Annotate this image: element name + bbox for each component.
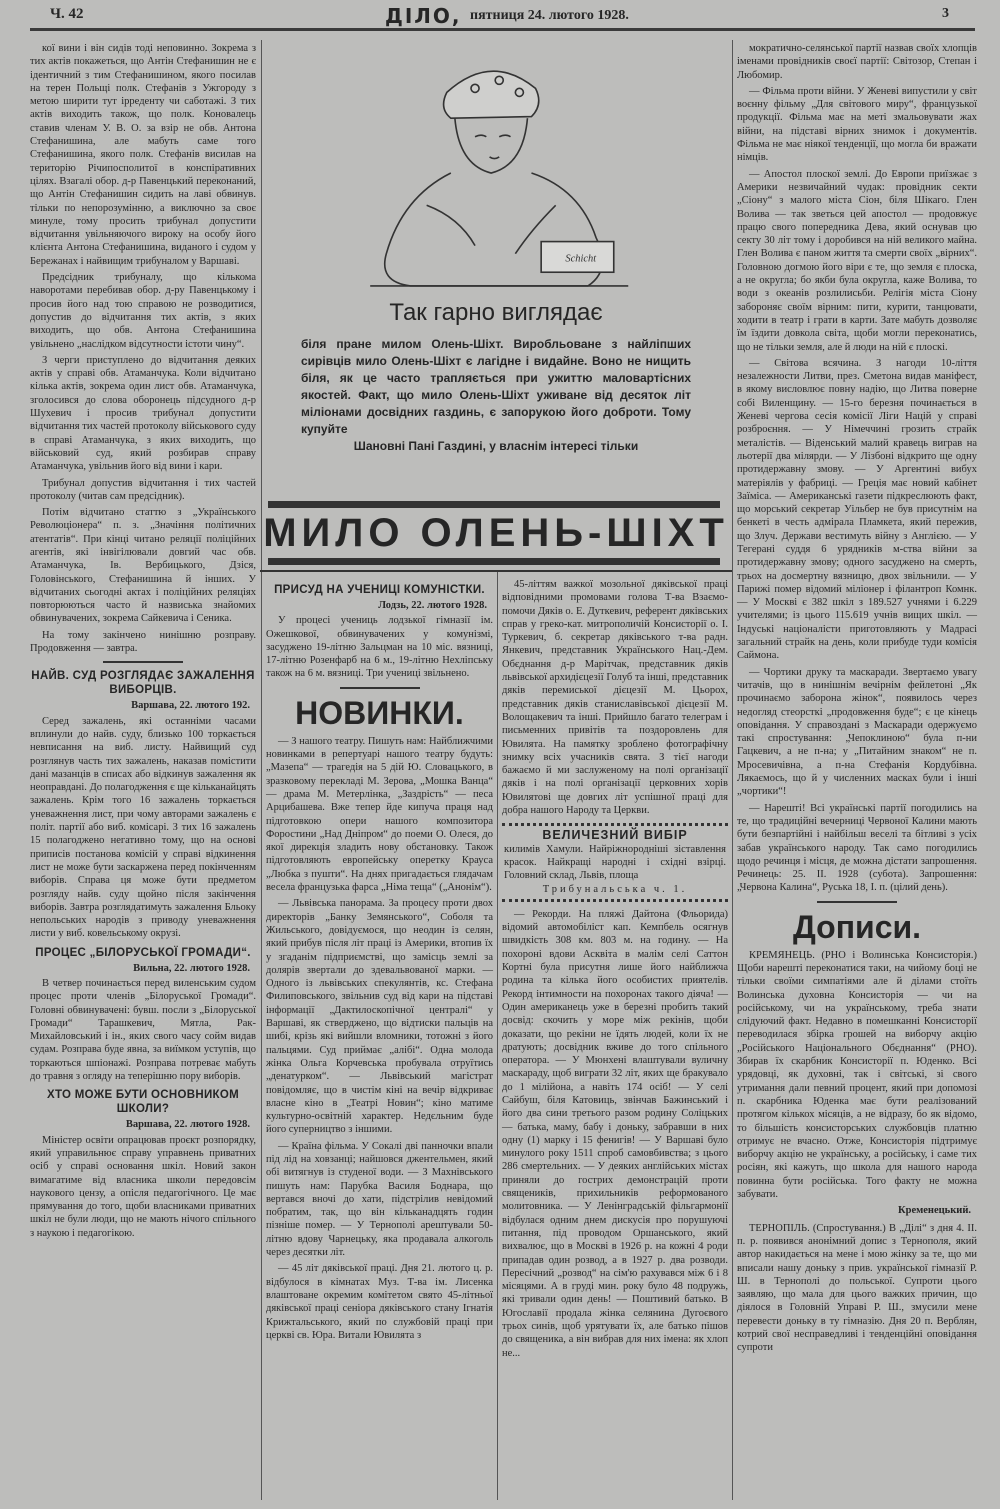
header-rule — [30, 28, 975, 31]
paragraph: Предсідник трибуналу, що кількома наворотами перебивав обор. д-ру Павенцькому і просив його над тою справою не розводитися, допустив до відчитання тих актів, з яких виходить, що обв. Антона Стефанишина увільнено „наслідком відсутности істоти чину“. — [30, 272, 256, 350]
banner-bar — [268, 501, 720, 508]
paragraph: — З нашого театру. Пишуть нам: Найближчими новинками в репертуарі нашого театру будуть: „Мазепа“ — трагедія на 5 дій Ю. Словацького, в зразковому перекладі М. Зерова, „Мошка Ванца“ — драма М. Метерлінка, „Заздрість“ — песа Арцибашева. Вже тепер йде кипуча праця над підготовкою опери нашого композитора Форостини „Над Дніпром“ до поеми О. Олеся, до якої дирекція зладить нову обстановку. Також підготовляють европейську оперетку Крауса „Любка з пушти“. На днях пригадається глядачам весела французька фарса „Німа теща“ („Анонім“). — [266, 735, 493, 894]
section-heading: Дописи. — [792, 908, 922, 945]
paragraph: В четвер починається перед виленським судом процес проти членів „Білоруської Громади“. Головні обвинувачені: бувш. посли з „Білоруської Громади“ Тарашкевич, Мятла, Рак-Михайловський і ін., яких свого часу сойм видав судам. Розправа буде явна, за виїмком уступів, що торкаються шпіонажі. Розправа потреває мабуть до травня з огляду на теперішню пору виборів. — [30, 978, 256, 1083]
ad-tagline: Так гарно виглядає — [389, 299, 603, 326]
paragraph: ТЕРНОПІЛЬ. (Спростування.) В „Ділі“ з дня 4. II. п. р. появився анонімний допис з Тернополя, який автор накидається на мене і мою жінку за те, що ми вписали нашу доньку з прив. української гімназії Р. Ш. в Тернополі до польської. Супроти цього заявляю, що мала для цього важких причин, що діялося в Головній Управі Р. Ш., змусили мене перевести доньку в ту гімназію. Дня 20 п. Верблян, котрий свої несправедливі і тенденційні оповідання супроти — [737, 1222, 977, 1354]
issue-date: пятниця 24. лютого 1928. — [470, 8, 629, 23]
paragraph: Серед зажалень, які останніми часами вплинули до найв. суду, близько 100 торкається невписання на виб. листу. Найвищий суд розглянув часть тих зажалень, наказав помістити дані мазанців в списах або відкинув зажалення як неоправдані. До полагодження є ще кільканайцять зажалень. Крім того 16 зажалень торкається уневажнення лист, при чому авторами зажалень є політ. партії або виб. комісарі. З тих 16 зажалень 15 полагоджено негативно тому, що на основі приписів постанова комісій у справі відкинення лист не може бути заскаржена перед покінченням виборів. Справа ця може бути предметом розгляду найв. суду щойно після закінчення виборів. Завтра розглядатимуть зажалення Бльоку непольських народів з приводу уневажнення листи у виб. ковельському окрузі. — [30, 715, 256, 940]
issue-number: Ч. 42 — [50, 6, 84, 22]
dateline: Варшава, 22. лютого 1928. — [125, 1119, 250, 1131]
ad-brand: МИЛО ОЛЕНЬ-ШІХТ — [263, 511, 729, 555]
paragraph: — Країна фільма. У Сокалі дві панночки впали під лід на ховзанці; найшовся джентельмен, який обі витягнув із студеної води. — З Махнівського пишуть нам: Парубка Василя Боднара, що вертався вночі до хати, підстрілив невідомий побратим, так, що він кільканадцять годин пізніше помер. — У Тернополі арештували 50-літню вдову Чарнецьку, яка продавала алкоголь через десятки літ. — [266, 1140, 493, 1259]
column-rule — [732, 40, 733, 1500]
paragraph: — Рекорди. На пляжі Дайтона (Фльорида) відомий автомобіліст кап. Кемпбель осягнув швидкість 308 км. 803 м. на годину. — На похороні вдови Асквіта в малім селі Саттон Кортні була присутня лише його найближча родина та кілька його особистих приятелів. Рекорд інтимности на похоронах такого діяча! — Один американець уже в березні пробить такий досвід: скочить у море між рекінів, щоби доказати, що рекіни не їдять людей, коли їх не дратують; досвідник вживе до того спільного оператора. — У Мюнхені влаштували вуличну маскараду, щоб виграти 32 літ, яких ще бракувало до 1 мілійона, а навіть 174 осіб! — У селі Сайбуш, біля Катовиць, звінчав Бажинський і його два сини третього разом родину Соліцьких — батька, маму, бабу і доньку, забравши в них одну (1) марку і 15 фенигів! — У Варшаві було минулого року 1511 спроб самовбивства; з цього 286 смертельних. — У деяких англійських містах приняли до гострих демонстрацій проти священиків, прихильників реформованого молитовника. — У Ленінградській фільгармонії відбулася одним днем дискусія про порушуючі питання, під проводом Оршанського, який вихвалює, що в Москві в 1926 р. на кожні 4 роди припадав один розвод, а в 1927 р. два розводи. Пересічний „розвод“ на сім'ю рахувався між 6 і 8 місяцями. А в груді мин. року було 48 подружь, які тривали один день! — Поштивий батько. В Югославії продала жінка селянина Дугоєвого трьох синів, щоб урятувати їх, але батько пішов до священика, а він вибрав для них імена: як хлоп не... — [502, 908, 728, 1359]
column-2 — [266, 578, 493, 1345]
paragraph: З черги приступлено до відчитання деяких актів у справі обв. Атаманчука. Коли відчитано кілька актів, зокрема один лист обв. Атаманчука, зголосився до слова оборонець підсудного д-р Шухевич і просив трибунал допустити відчитання тих частей протоколу військового суду в справі Атаманчука, з яких виходить, що військовий суд, який розбирав справу Атаманчука, увільнив його від вини і кари. — [30, 354, 256, 473]
page-header — [0, 4, 1000, 38]
divider — [103, 661, 183, 663]
paragraph: — Фільма проти війни. У Женеві випустили у світ воєнну фільму „Для світового миру“, французької продукції. Фільма має на меті змальовувати жах війни, на підставі вірних знимок і документів. Фільма не має ніякої тенденції, що могла би вражати німців. — [737, 85, 977, 164]
banner-bar — [268, 558, 720, 565]
paragraph: — Апостол плоскої землі. До Европи приїзжає з Америки незвичайний чудак: провідник секти „Сіону“ з малого міста Сіон, біля Шікаго. Глен Волива — так зветься цей апостол — продовжує працю свого попередника Дева, який оснував цю секту 30 літ тому і доробився на ній великого майна. Глен Волива є паном життя та смерти своїх „вірних“. Головною догмою його віри є те, що земля є плоска, а не округла; бо якби була округла, каже Волива, то води з океанів розлилисьби. Релігія міста Сіону забороняє своїм вірним: пити, курити, танцювати, ходити в театр і грати в карти. Зате мабуть дозволяє їм їздити довкола світа, щоби могли переконатись, що не тільки земля, але й люди на ній є плоскі. — [737, 168, 977, 353]
paragraph: На тому закінчено нинішню розправу. Продовження — завтра. — [30, 629, 256, 655]
column-rule — [497, 572, 498, 1500]
ad-title: ВЕЛИЧЕЗНИЙ ВИБІР — [542, 828, 688, 843]
page-number: 3 — [942, 6, 949, 21]
paragraph: Міністер освіти опрацював проєкт розпорядку, який управильнює справу управнень приватних осіб у справі основання шкіл. Новий закон вимагатиме від власника школи передовсім наукового цензу, а опісля педагогічного. Це має прямування до того, щоби власниками приватних шкіл не були люди, що не мають нічого спільного з наукою і педагогікою. — [30, 1134, 256, 1239]
headline: ХТО МОЖЕ БУТИ ОСНОВНИКОМ ШКОЛИ? — [47, 1089, 239, 1116]
paragraph: мократично-селянської партії назвав своїх хлопців іменами провідників своєї партії: Світозор, Степан і Любомир. — [737, 43, 977, 81]
column-4 — [737, 42, 977, 1358]
paragraph: 45-літтям важкої мозольної дяківської праці відповідними промовами голова Т-ва Взаємо-помочи Дяків о. Е. Дуткевич, референт дяківських справ у греко-кат. митрополичій Консисторії о. І. Туркевич, б. секретар дяківського т-ва радн. Янкевич, представник Українського Нац.-Дем. Обєднання д-р Марітчак, представник дяків львівської архидієцезії Голуб та інші, представник дяків перемиської дієцезії М. Цьорох, представник дяків станиславівської дієцезії М. Волощакевич та інші. Прийшло багато телеграм і письменних привітів та поздоровлень для Ювилята. На памятку зроблено фотографічну знимку всіх учасників свята. З тієї нагоди бажаємо й ми заслуженому на полі організації дяків і на полі організації церковних хорів Ювилятові ще довгих літ успішної праці для добра нашого Народу та Церкви. — [502, 579, 728, 817]
paragraph: — 45 літ дяківської праці. Дня 21. лютого ц. р. відбулося в кімнатах Муз. Т-ва ім. Лисенка влаштоване окремим комітетом свято 45-літньої дяківської праці сеніора дяківського стану Ігнатія Крижтальського, який по службовій праці при церкві св. Юра. Витали Ювилята з — [266, 1263, 493, 1341]
paragraph: — Чортики друку та маскаради. Звертаємо увагу читачів, що в нинішнім вечірнім фейлетоні „Як прочинаємо заборона жінок“, появилось через недогляд стеорсткі „продовження буде“; є це кінець оповідання. У справоздані з Маскаради одержуємо такі спростування: „Чепоклиною“ була п-ни Гацкевич, а не п-на; у „Питайним знаком“ не п. Мросевичівна, а п-на Стефанія Кордубівна. Лякаємось, що й у численних масках були і інші „чортики“! — [737, 666, 977, 798]
column-3 — [502, 578, 728, 1363]
headline: ПРИСУД НА УЧЕНИЦІ КОМУНІСТКИ. — [274, 584, 485, 596]
masthead: ДІЛО, — [385, 4, 462, 28]
paragraph: — Світова всячина. З нагоди 10-ліття незалежности Литви, през. Сметона видав маніфест, в якому висловлює повну надію, що Литва поверне собі Виленщину. — 15-го березня починається в Женеві чергова сесія комісії Ліги Націй у справі розброєння. — У Німеччині грозить страйк металістів. — Віденський малий кравець виграв на льотерії два мілярди. — У Лізбоні відкрито ще одну протидержавну змову. — У Аргентині вибух матеріялів у фабриці. — Греція має новий кабінет Заїміса. — Американські газети підкреслюють факт, що морський секретар Уільбер не був присутнім на бенкеті в честь адмірала Пламкета, який пережив, що Злуч. Держави вестимуть війну з Англією. — У Тегерані суддя 6 урядників м-ства війни за протидержавну змову; одного засуджено на смерть, трьох на досмертну вязницю, двох звільнили. — У Парижі помер відомий міліонер і філантроп Комнк. — У Москві є 382 шкіл з 189.527 учнями і 6.229 учителями; із цього 115.619 учнів вищих шкіл. — Індуські націоналісти приготовляють у Мадрасі загальний страйк на день, коли прибуде туди комісія Саймона. — [737, 357, 977, 662]
divider — [340, 687, 420, 689]
dateline: Лодзь, 22. лютого 1928. — [378, 600, 487, 611]
paragraph: Потім відчитано статтю з „Українського Революціонера“ п. з. „Значіння політичних атентатів“. При кінці читано реляції поліційних агентів, які інвігілювали довгий час обв. Атаманчука, Ів. Вербицького, Дзіся, Головінського, Стефанишина й інших. У відчитаних сьогодні актах і поліційних реляціях повторюються часто й назвиська знайомих обвинувачених, зокрема Сайкевича і Сеника. — [30, 507, 256, 625]
divider — [817, 901, 897, 903]
headline: ПРОЦЕС „БІЛОРУСЬКОЇ ГРОМАДИ“. — [35, 946, 251, 959]
woman-with-soap-illustration — [320, 44, 672, 294]
paragraph: Трибунал допустив відчитання і тих частей протоколу (читав сам предсідник). — [30, 477, 256, 502]
ad-copy — [301, 336, 691, 455]
paragraph: КРЕМЯНЕЦЬ. (РНО і Волинська Консисторія.) Щоби нарешті переконатися таки, на чийому боці не тільки своїми симпатіями але й ділами стоїть Волинська духовна Консисторія — чи на російському, чи на українському, треба знати слідуючий факт. Недавно в помешканні Консисторії переводилася збірка грошей на виборчу акцію „Російського Національного Обєднання“ (РНО). Збирав їх скарбник Консисторії п. Юденко. Всі урядовці, як духовні, так і світські, зі свого утримання дали певний процент, який при допомозі п. скарбника Юденка має бути реалізований протягом кількох місяців, а не відразу, бо як відомо, то більшість консисторських службовців платню отримує не вчасно. Отже, Консисторія підтримує виборчу акцію не українську, а російську, і саме тих росіян, які кажуть, що школа для нашого народа повинна бути російська. Того факту не можна забувати. — [737, 949, 977, 1201]
ad-copy-closing: Шановні Пані Газдині, у власнім інтересі тільки — [353, 439, 639, 453]
paragraph: — Нарешті! Всі українські партії погодились на те, що традиційні вечерниці Червоної Калини мають бути безпартійні і найбільш веселі та бітливі з усіх забав українського народу. Так само погодились щодо речинця і місця, де можна дістати запрошення. Речинець: 25. ІІ. 1928 (субота). Запрошення: „Червона Калина“, Руська 18, І. п. (цілий день). — [737, 802, 977, 894]
carpet-advertisement — [502, 823, 728, 901]
ad-copy-text: біля пране милом Олень-Шіхт. Виробльоване з найліпших сирівців мило Олень-Шіхт є лагідне і видайне. Воно не нищить біля, як це часто трапляється при ужиттю маловартісних якостей. Факт, що мило Олень-Шіхт уживане від десяток літ міліонами досвідних газдинь, є запорукою його доброти. Тому купуйте — [301, 337, 691, 436]
dateline: Варшава, 22. лютого 192. — [131, 700, 250, 712]
ad-last: Трибунальська ч. 1. — [542, 883, 688, 895]
soap-advertisement — [260, 40, 732, 572]
paragraph: кої вини і він сидів тоді неповинно. Зокрема з тих актів покажеться, що Антін Стефанишин не є ідентичний з тим Стефанишином, якого посилав на терен Польщі полк. Стефанів з Ужгороду з метою ширити тут ірреденту чи саботажі. З тих актів виходить також, що полк. Коновалець ставив членам У. В. О. за взір не обв. Антона Стефанишина, але мабуть саме того Стефанишина, якого полк. Стефанів висилав на територію Річипосполитої в конспіративних цілях. Взагалі обор. д-р Павенцький переконаний, що Антін Стефанишин сидить на лаві обвинув. тільки по непорозумінню, а виключно за своє минуле, тому просить трибунал допустити відчитання увільняючого вироку на особу його клієнта Антона Стефанишина, виданого і судом у Бережанах і найвищим трибуналом у Варшаві. — [30, 43, 256, 267]
headline: НАЙВ. СУД РОЗГЛЯДАЄ ЗАЖАЛЕННЯ ВИБОРЦІВ. — [31, 670, 255, 697]
dateline: Вильна, 22. лютого 1928. — [133, 962, 250, 974]
paragraph: — Львівська панорама. За процесу проти двох директорів „Банку Земянського“, Соболя та Жильського, довідуємося, що неодин із селян, який прибув після літ праці із Америки, втопив їх у згаданім підприємстві, що замісць землі за долярів звертали до здевальвованої марки. — Одного із львівських спекулянтів, кс. Стефана Филиповського, звільнив суд від кари на підставі інформації „Дактилоскопічної централі“ у Варшаві, як стверджено, що відтиски пальців на шибі, крізь які вийшли вломники, тотожні з його пальцями. Суд приймає „алібі“. Одна молода жінка Ольга Корчевська пробувала отруїтись „денатурком“. — Львівський магістрат повідомляє, що в чистім кіні на вечір відкриває власне кіно в „Театрі Новин“; кіно матиме культурно-освітній характер. Недєльним буде його суперництво з іншими. — [266, 898, 493, 1136]
ad-body: килимів Хамули. Найріжнородніші зіставлення красок. Найкращі народні і східні взірці. Головний склад, Львів, площа — [504, 843, 726, 882]
section-heading: НОВИНКИ. — [295, 694, 464, 731]
paragraph: У процесі учениць лодзької гімназії ім. Ожешкової, обвинувачених у комунізмі, засуджено 19-літню Зальцман на 10 міс. вязниці, 17-літню Розенфарб на 6 м., 19-літню Нехліпську також на 6 м. вязниці. Три учениці звільнено. — [266, 615, 493, 680]
signature: Кременецький. — [897, 1205, 971, 1217]
soap-box-label: Schicht — [565, 253, 597, 265]
column-1 — [30, 42, 256, 1243]
